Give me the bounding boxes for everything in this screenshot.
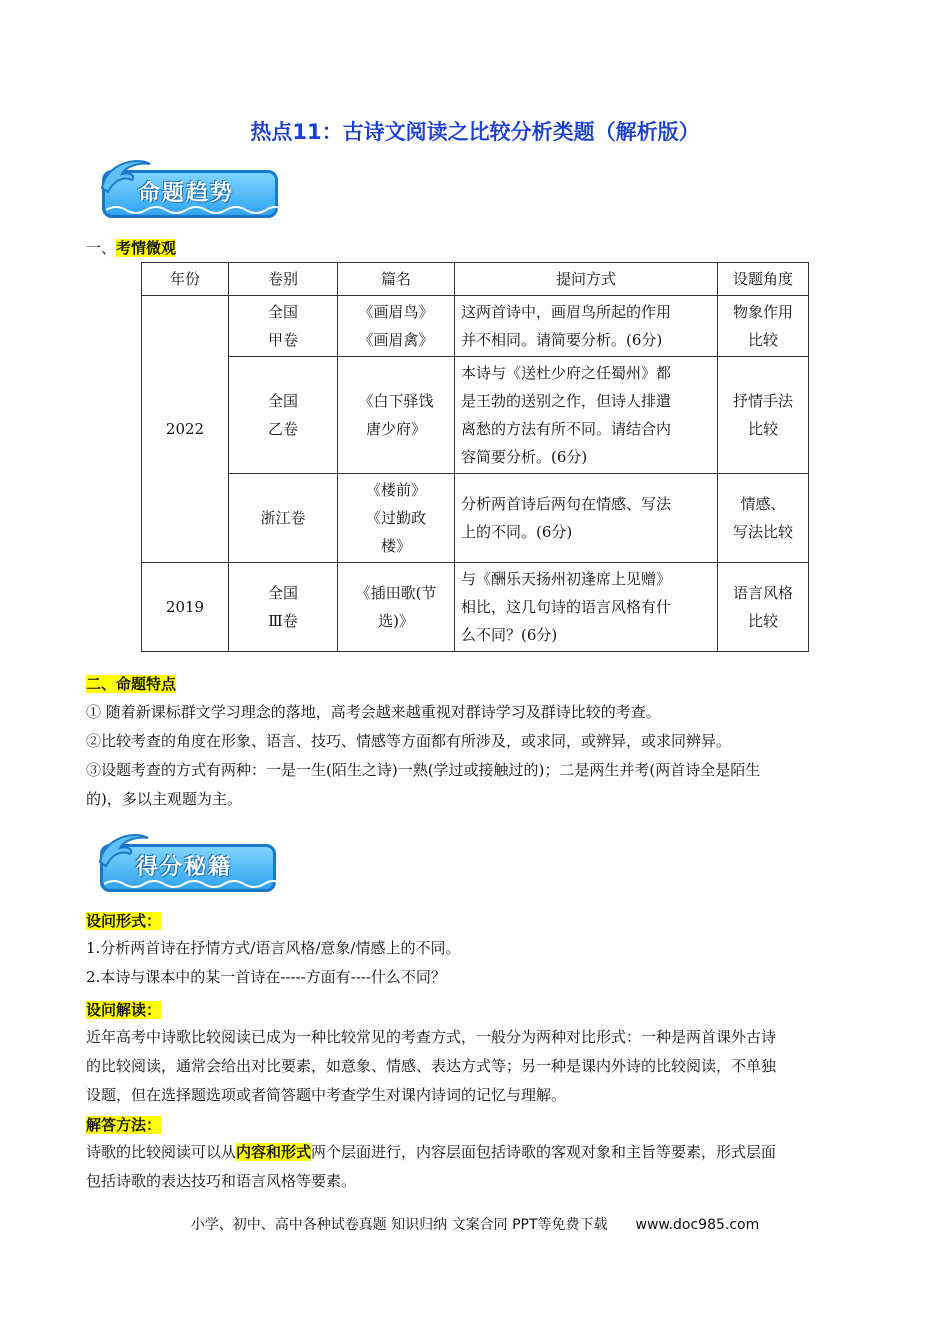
- year-cell: 2019: [142, 563, 229, 652]
- page-title: 热点11：古诗文阅读之比较分析类题（解析版）: [250, 120, 700, 144]
- wave-icon: [104, 878, 280, 890]
- table-header: 卷别: [229, 263, 338, 296]
- banner-tips: [94, 828, 284, 894]
- table-header: 提问方式: [455, 263, 718, 296]
- question-cell: 与《酬乐天扬州初逢席上见赠》 相比，这几句诗的语言风格有什 么不同？(6分): [455, 563, 718, 652]
- form-list: [86, 934, 866, 992]
- table-header: 设题角度: [718, 263, 809, 296]
- list-item: ②比较考查的角度在形象、语言、技巧、情感等方面都有所涉及，或求同，或辨异，或求同辨异。: [86, 732, 732, 750]
- method-heading: 解答方法：: [86, 1116, 162, 1134]
- angle-cell: 情感、 写法比较: [718, 474, 809, 563]
- banner-label: 命题趋势: [138, 181, 235, 206]
- paper-cell: 全国 乙卷: [229, 357, 338, 474]
- question-cell: 本诗与《送杜少府之任蜀州》都 是王勃的送别之作，但诗人排遣 离愁的方法有所不同。请结合内 容简要分析。(6分): [455, 357, 718, 474]
- title-cell: 《画眉鸟》 《画眉禽》: [338, 296, 455, 357]
- paper-cell: 全国 Ⅲ卷: [229, 563, 338, 652]
- table-row: [142, 563, 809, 652]
- title-cell: 《插田歌(节 选)》: [338, 563, 455, 652]
- question-cell: 分析两首诗后两句在情感、写法 上的不同。(6分): [455, 474, 718, 563]
- table-row: [142, 296, 809, 357]
- table-header-row: [142, 263, 809, 296]
- list-item: ③设题考查的方式有两种：一是一生(陌生之诗)一熟(学过或接触过的)；二是两生并考(两首诗全是陌生: [86, 761, 761, 779]
- form-heading: 设问形式：: [86, 912, 162, 930]
- section2-list: [86, 698, 866, 814]
- section2-heading: 二、命题特点: [86, 675, 177, 693]
- interpret-text: 近年高考中诗歌比较阅读已成为一种比较常见的考查方式，一般分为两种对比形式：一种是两首课外古诗 的比较阅读，通常会给出对比要素，如意象、情感、表达方式等；另一种是课内外诗的比较阅读，不单独 设题，但在选择题选项或者简答题中考查学生对课内诗词的记忆与理解。: [86, 1028, 777, 1104]
- table-header: 年份: [142, 263, 229, 296]
- banner-label: 得分秘籍: [136, 855, 233, 880]
- footer-text: 小学、初中、高中各种试卷真题 知识归纳 文案合同 PPT等免费下载: [190, 1217, 608, 1233]
- exam-table: [141, 262, 809, 652]
- title-cell: 《楼前》 《过勤政 楼》: [338, 474, 455, 563]
- list-item: ① 随着新课标群文学习理念的落地，高考会越来越重视对群诗学习及群诗比较的考查。: [86, 703, 661, 721]
- highlight-text: 内容和形式: [236, 1143, 312, 1161]
- table-header: 篇名: [338, 263, 455, 296]
- paper-cell: 浙江卷: [229, 474, 338, 563]
- angle-cell: 语言风格 比较: [718, 563, 809, 652]
- paper-cell: 全国 甲卷: [229, 296, 338, 357]
- title-cell: 《白下驿饯 唐少府》: [338, 357, 455, 474]
- year-cell: 2022: [142, 296, 229, 563]
- angle-cell: 物象作用 比较: [718, 296, 809, 357]
- table-row: [142, 357, 809, 474]
- footer-link[interactable]: www.doc985.com: [635, 1217, 760, 1233]
- list-item: 的)，多以主观题为主。: [86, 790, 242, 808]
- table-row: [142, 474, 809, 563]
- banner-trend: [96, 154, 286, 220]
- interpret-heading: 设问解读：: [86, 1001, 162, 1019]
- angle-cell: 抒情手法 比较: [718, 357, 809, 474]
- list-item: 1.分析两首诗在抒情方式/语言风格/意象/情感上的不同。: [86, 939, 461, 957]
- section1-heading: 一、考情微观: [86, 239, 177, 257]
- question-cell: 这两首诗中，画眉鸟所起的作用 并不相同。请简要分析。(6分): [455, 296, 718, 357]
- method-text: 诗歌的比较阅读可以从内容和形式两个层面进行，内容层面包括诗歌的客观对象和主旨等要素，形式层面 包括诗歌的表达技巧和语言风格等要素。: [86, 1143, 777, 1190]
- page-footer: [0, 1214, 950, 1234]
- list-item: 2.本诗与课本中的某一首诗在-----方面有----什么不同？: [86, 968, 446, 986]
- wave-icon: [106, 204, 282, 216]
